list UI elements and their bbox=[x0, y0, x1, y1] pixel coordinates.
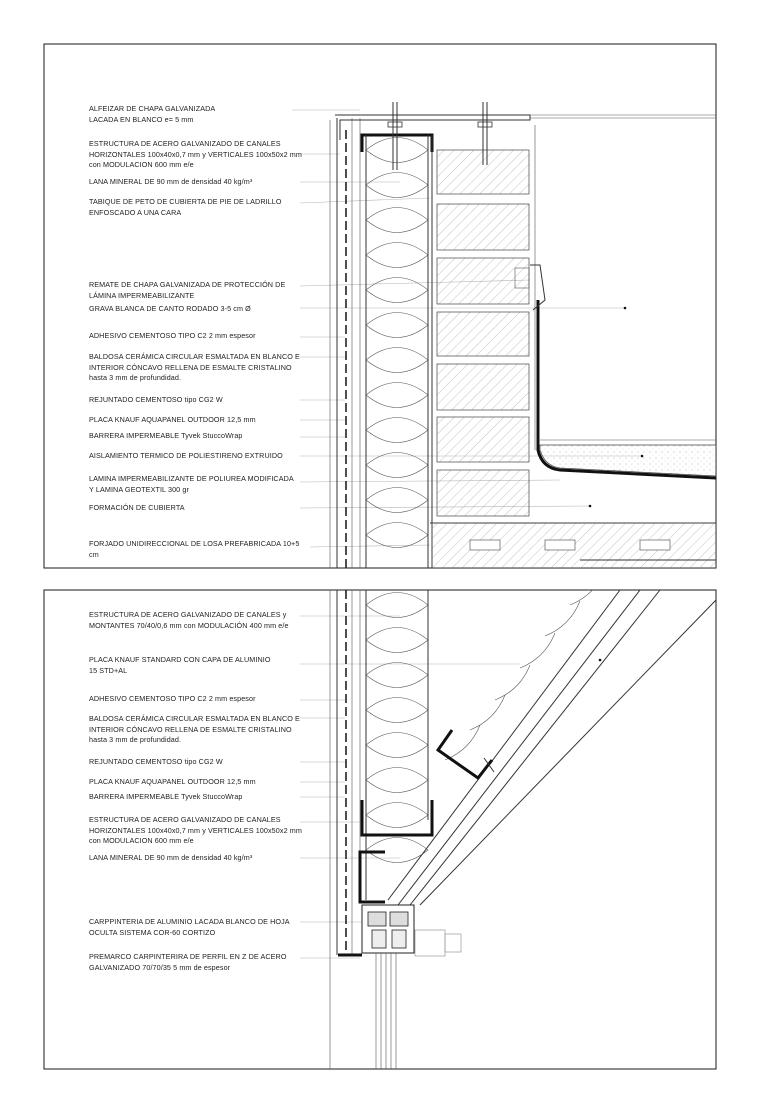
label-grava: GRAVA BLANCA DE CANTO RODADO 3-5 cm Ø bbox=[89, 304, 251, 313]
label-lana-mineral: LANA MINERAL DE 90 mm de densidad 40 kg/m³ bbox=[89, 177, 253, 186]
label-barrera: BARRERA IMPERMEABLE Tyvek StuccoWrap bbox=[89, 431, 243, 440]
label-tabique-peto: TABIQUE DE PETO DE CUBIERTA DE PIE DE LADRILLO ENFOSCADO A UNA CARA bbox=[89, 197, 282, 217]
label-forjado: FORJADO UNIDIRECCIONAL DE LOSA PREFABRICADA 10+5 cm bbox=[89, 539, 300, 559]
label-estructura-acero: ESTRUCTURA DE ACERO GALVANIZADO DE CANALES HORIZONTALES 100x40x0,7 mm y VERTICALES 100x50x2 mm con MODULACION 600 mm e/e bbox=[89, 139, 302, 169]
label-b-placa-knauf-std: PLACA KNAUF STANDARD CON CAPA DE ALUMINIO 15 STD+AL bbox=[89, 655, 271, 675]
label-adhesivo: ADHESIVO CEMENTOSO TIPO C2 2 mm espesor bbox=[89, 331, 256, 340]
label-alfeizar: ALFEIZAR DE CHAPA GALVANIZADA LACADA EN BLANCO e= 5 mm bbox=[89, 104, 216, 124]
label-b-aquapanel: PLACA KNAUF AQUAPANEL OUTDOOR 12,5 mm bbox=[89, 777, 256, 786]
label-b-estructura-montantes: ESTRUCTURA DE ACERO GALVANIZADO DE CANALES y MONTANTES 70/40/0,6 mm con MODULACIÓN 400 mm e/e bbox=[89, 610, 289, 630]
label-b-rejuntado: REJUNTADO CEMENTOSO tipo CG2 W bbox=[89, 757, 223, 766]
label-b-premarco: PREMARCO CARPINTERIRA DE PERFIL EN Z DE ACERO GALVANIZADO 70/70/35 5 mm de espesor bbox=[89, 952, 287, 972]
label-b-barrera: BARRERA IMPERMEABLE Tyvek StuccoWrap bbox=[89, 792, 243, 801]
label-b-estructura-acero: ESTRUCTURA DE ACERO GALVANIZADO DE CANALES HORIZONTALES 100x40x0,7 mm y VERTICALES 100x50x2 mm con MODULACION 600 mm e/e bbox=[89, 815, 302, 845]
label-lamina-imper: LAMINA IMPERMEABILIZANTE DE POLIUREA MODIFICADA Y LAMINA GEOTEXTIL 300 gr bbox=[89, 474, 294, 494]
label-baldosa: BALDOSA CERÁMICA CIRCULAR ESMALTADA EN BLANCO E INTERIOR CÓNCAVO RELLENA DE ESMALTE CRISTALINO hasta 3 mm de profundidad. bbox=[89, 352, 300, 382]
label-b-adhesivo: ADHESIVO CEMENTOSO TIPO C2 2 mm espesor bbox=[89, 694, 256, 703]
label-b-baldosa: BALDOSA CERÁMICA CIRCULAR ESMALTADA EN BLANCO E INTERIOR CÓNCAVO RELLENA DE ESMALTE CRISTALINO hasta 3 mm de profundidad. bbox=[89, 714, 300, 744]
label-formacion-cubierta: FORMACIÓN DE CUBIERTA bbox=[89, 503, 185, 512]
label-rejuntado: REJUNTADO CEMENTOSO tipo CG2 W bbox=[89, 395, 223, 404]
label-b-carpinteria: CARPPINTERIA DE ALUMINIO LACADA BLANCO DE HOJA OCULTA SISTEMA COR-60 CORTIZO bbox=[89, 917, 290, 937]
label-remate-chapa: REMATE DE CHAPA GALVANIZADA DE PROTECCIÓN DE LÁMINA IMPERMEABILIZANTE bbox=[89, 280, 286, 300]
label-b-lana-mineral: LANA MINERAL DE 90 mm de densidad 40 kg/m³ bbox=[89, 853, 253, 862]
label-aislamiento: AISLAMIENTO TERMICO DE POLIESTIRENO EXTRUIDO bbox=[89, 451, 283, 460]
label-aquapanel: PLACA KNAUF AQUAPANEL OUTDOOR 12,5 mm bbox=[89, 415, 256, 424]
